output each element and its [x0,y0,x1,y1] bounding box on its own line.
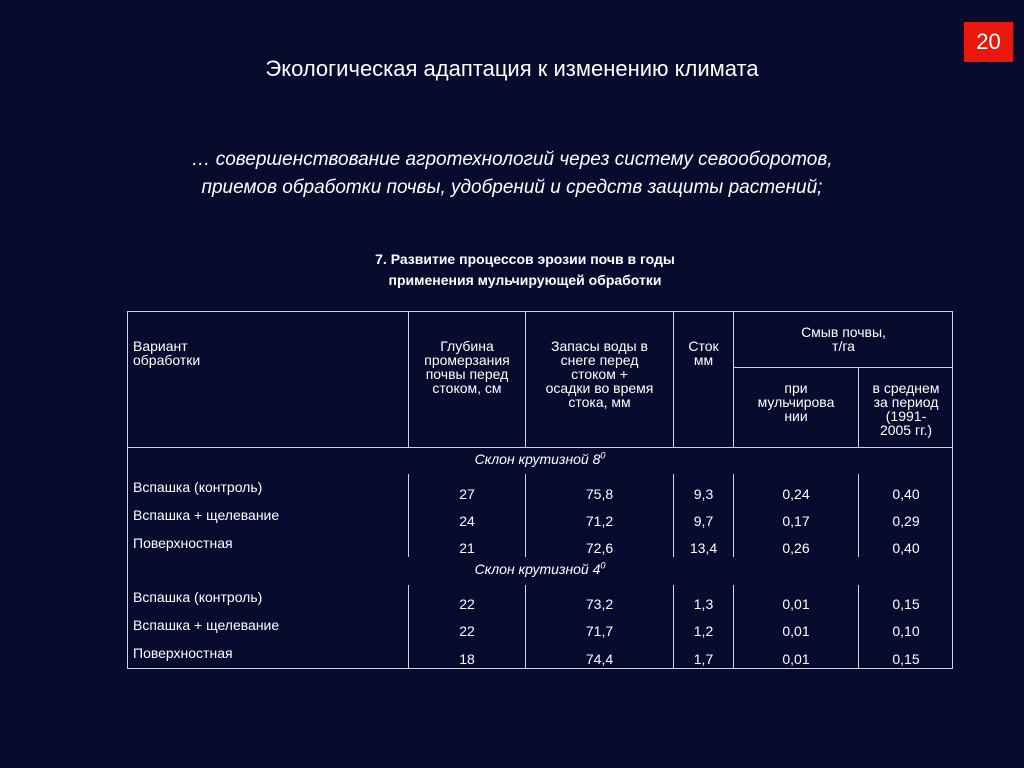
row-variant: Вспашка + щелевание [133,617,280,633]
cell-erosion-mulch: 0,01 [782,596,810,612]
header-runoff: Сток мм [688,338,719,368]
subtitle-line-1: … совершенствование агротехнологий через систему севооборотов, [191,149,833,170]
cell-runoff: 1,3 [693,596,714,612]
header-variant: Вариант обработки [133,338,201,368]
cell-erosion-mulch: 0,01 [782,651,810,667]
cell-water: 71,2 [585,513,614,529]
row-variant: Вспашка (контроль) [133,589,263,605]
cell-erosion-avg: 0,15 [892,651,920,667]
table-caption [0,249,1024,291]
header-soil-erosion: Смыв почвы, т/га [801,324,886,354]
cell-runoff: 9,7 [693,513,714,529]
header-erosion-mulching: при мульчирова нии [757,380,835,424]
cell-runoff: 9,3 [693,486,714,502]
cell-erosion-mulch: 0,24 [782,486,810,502]
cell-depth: 24 [459,513,475,529]
cell-water: 74,4 [585,651,614,667]
cell-erosion-avg: 0,40 [892,540,920,556]
cell-depth: 22 [459,596,475,612]
subtitle-line-2: приемов обработки почвы, удобрений и средств защиты растений; [201,177,823,198]
cell-erosion-mulch: 0,26 [782,540,810,556]
cell-depth: 27 [459,486,475,502]
slide-number-badge: 20 [964,22,1013,62]
cell-erosion-avg: 0,40 [892,486,920,502]
cell-erosion-avg: 0,10 [892,623,920,639]
cell-runoff: 13,4 [689,540,718,556]
cell-erosion-avg: 0,29 [892,513,920,529]
cell-erosion-mulch: 0,17 [782,513,810,529]
cell-water: 75,8 [585,486,614,502]
header-erosion-average: в среднем за период (1991- 2005 гг.) [872,380,940,438]
cell-erosion-mulch: 0,01 [782,623,810,639]
section-label-slope-8: Склон крутизной $8^0$ [474,450,606,467]
cell-water: 71,7 [585,623,614,639]
row-variant: Поверхностная [133,535,233,551]
cell-runoff: 1,7 [693,651,714,667]
page-title: Экологическая адаптация к изменению климата [265,56,759,81]
cell-depth: 21 [459,540,475,556]
table-caption-line-2: применения мульчирующей обработки [388,272,662,288]
cell-erosion-avg: 0,15 [892,596,920,612]
row-variant: Вспашка (контроль) [133,479,263,495]
header-freezing-depth: Глубина промерзания почвы перед стоком, см [424,338,510,396]
cell-depth: 22 [459,623,475,639]
row-variant: Вспашка + щелевание [133,507,280,523]
cell-water: 72,6 [585,540,614,556]
section-label-slope-4: Склон крутизной $4^0$ [474,560,606,577]
cell-depth: 18 [459,651,475,667]
cell-water: 73,2 [585,596,614,612]
erosion-table [127,311,953,669]
row-variant: Поверхностная [133,645,233,661]
header-water-reserves: Запасы воды в снеге перед стоком + осадки во время стока, мм [545,338,654,410]
subtitle [0,146,1024,202]
table-caption-line-1: 7. Развитие процессов эрозии почв в годы [375,251,675,267]
cell-runoff: 1,2 [693,623,714,639]
